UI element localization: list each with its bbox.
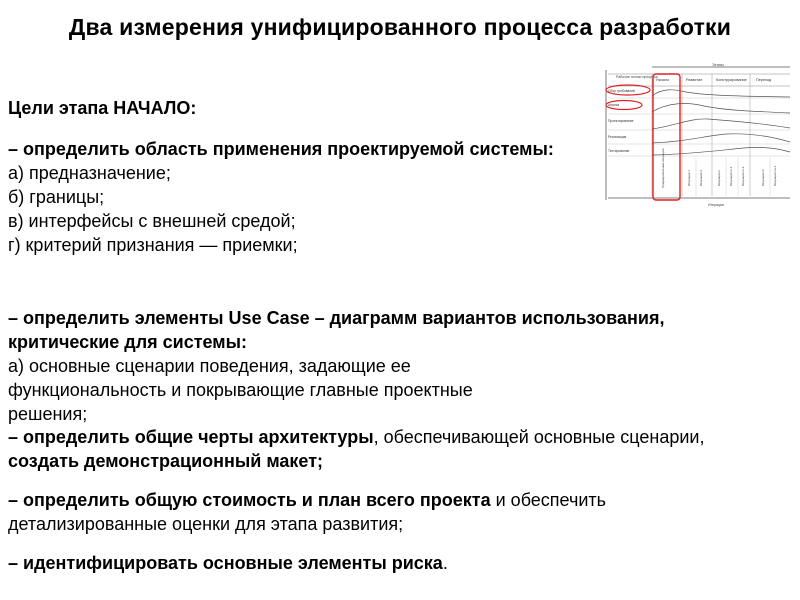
goal-cost-bold: – определить общую стоимость и план всего проекта (8, 490, 491, 510)
implementation-curve (652, 134, 790, 143)
phase-elaboration: Развитие (686, 78, 703, 82)
iteration-1: Итерация 1 (687, 169, 691, 186)
goal-cost (8, 488, 768, 536)
goal-usecase (8, 306, 688, 426)
iteration-preliminary: Предварительные итерации (661, 148, 665, 188)
phase-construction: Конструирование (716, 78, 747, 82)
goal-usecase-title: – определить элементы Use Case – диаграмм вариантов использования, критические для системы: (8, 308, 665, 352)
goal-scope (8, 137, 588, 257)
goal-prototype-bold: создать демонстрационный макет; (8, 451, 323, 471)
page-title: Два измерения унифицированного процесса разработки (68, 14, 732, 40)
goal-scope-title: – определить область применения проектируемой системы: (8, 139, 554, 159)
iterations-label: Итерации (708, 203, 724, 207)
workflows-header: Рабочие потоки процесса (616, 75, 658, 79)
iteration-n2: Итерация n+2 (741, 166, 745, 186)
design-curve (652, 119, 790, 129)
workflow-design: Проектирование (608, 119, 634, 123)
goal-scope-item-b: б) границы; (8, 187, 105, 207)
goal-scope-item-a: а) предназначение; (8, 163, 171, 183)
iteration-n1: Итерация n+1 (729, 166, 733, 186)
phase-inception: Начало (656, 78, 670, 82)
goal-architecture-bold: – определить общие черты архитектуры (8, 427, 374, 447)
goal-risk-bold: – идентифицировать основные элементы риска (8, 553, 443, 573)
iteration-2: Итерация 2 (699, 169, 703, 186)
goal-architecture-text: , обеспечивающей основные сценарии, (373, 427, 705, 447)
workflow-testing: Тестирование (608, 149, 630, 153)
workflow-requirements: Сбор требований (608, 89, 635, 93)
process-diagram-svg (604, 62, 794, 212)
analysis-curve (652, 104, 790, 113)
goal-risk-text: . (442, 553, 448, 573)
workflow-analysis: Анализ (608, 103, 620, 107)
process-dimensions-diagram (604, 62, 794, 212)
section-heading: Цели этапа НАЧАЛО: (8, 98, 197, 118)
iteration-m: Итерация m (761, 169, 765, 186)
goal-scope-item-d: г) критерий признания — приемки; (8, 235, 298, 255)
workflow-implementation: Реализация (608, 135, 627, 139)
goal-risk (8, 551, 768, 575)
goal-cost-text: и обеспечить детализированные оценки для этапа развития; (8, 490, 607, 534)
iteration-m1: Итерация m+1 (773, 165, 777, 186)
phase-transition: Переход (756, 78, 772, 82)
goal-architecture (8, 425, 778, 473)
testing-curve (652, 147, 790, 155)
iteration-n: Итерация n (717, 169, 721, 186)
requirements-curve (652, 90, 790, 97)
goal-scope-item-c: в) интерфейсы с внешней средой; (8, 211, 296, 231)
goal-usecase-text: а) основные сценарии поведения, задающие ее функциональность и покрывающие главные проектные решения; (8, 356, 473, 424)
phases-label: Этапы (712, 62, 724, 67)
